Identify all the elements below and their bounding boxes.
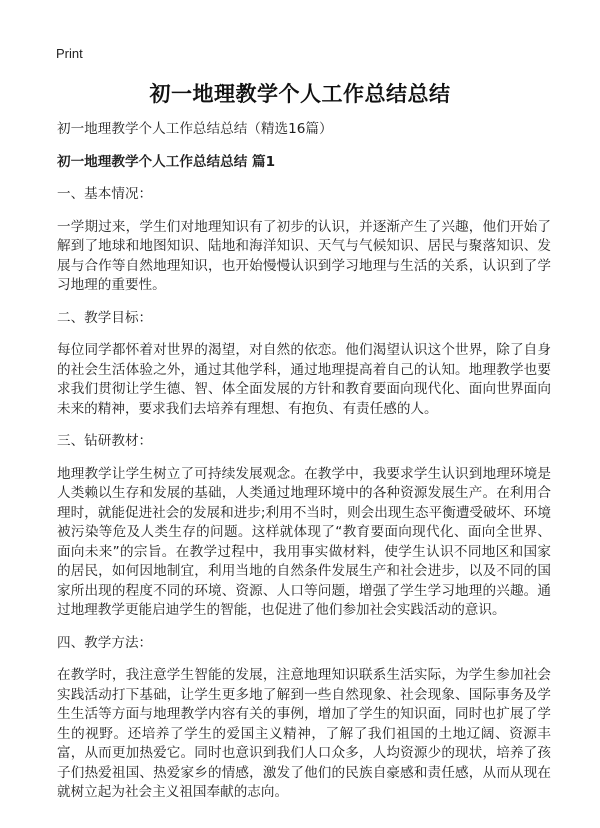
block-paragraph: 在教学时，我注意学生智能的发展，注意地理知识联系生活实际，为学生参加社会实践活动打下基础，让学生更多地了解到一些自然现象、社会现象、国际事务及学生生活等方面与地理教学内容有关的事例，增加了学生的知识面，同时也扩展了学生的视野。还培养了学生的爱国主义精神，了解了我们祖国的土地辽阔、资源丰富，从而更加热爱它。同时也意识到我们人口众多，人均资源少的现状，培养了孩子们热爱祖国、热爱家乡的情感，激发了他们的民族自豪感和责任感，从而从现在就树立起为社会主义祖国奉献的志向。 [57, 667, 551, 800]
block-heading: 一、基本情况： [57, 186, 153, 202]
print-link[interactable]: Print [56, 46, 83, 61]
block-heading: 三、钻研教材： [57, 433, 153, 449]
block-heading: 四、教学方法： [57, 634, 153, 651]
block-heading: 二、教学目标： [57, 309, 153, 326]
section-title: 初一地理教学个人工作总结总结 篇1 [57, 153, 276, 170]
page-title: 初一地理教学个人工作总结总结 [149, 82, 451, 106]
document-body [57, 120, 551, 816]
block-paragraph: 一学期过来，学生们对地理知识有了初步的认识，并逐渐产生了兴趣，他们开始了解到了地球和地图知识、陆地和海洋知识、天气与气候知识、居民与聚落知识、发展与合作等自然地理知识，也开始慢慢认识到学习地理与生活的关系，认识到了学习地理的重要性。 [57, 218, 551, 293]
document-subtitle: 初一地理教学个人工作总结总结（精选16篇） [57, 121, 333, 137]
block-paragraph: 每位同学都怀着对世界的渴望，对自然的依恋。他们渴望认识这个世界，除了自身的社会生活体验之外，通过其他学科，通过地理提高着自己的认知。地理教学也要求我们贯彻让学生德、智、体全面发展的方针和教育要面向现代化、面向世界面向未来的精神，要求我们去培养有理想、有抱负、有责任感的人。 [57, 342, 551, 417]
block-paragraph: 地理教学让学生树立了可持续发展观念。在教学中，我要求学生认识到地理环境是人类赖以生存和发展的基础，人类通过地理环境中的各种资源发展生产。在利用合理时，就能促进社会的发展和进步;利用不当时，则会出现生态平衡遭受破坏、环境被污染等危及人类生存的问题。这样就体现了“教育要面向现代化、面向全世界、面向未来”的宗旨。在教学过程中，我用事实做材料，使学生认识不同地区和国家的居民，如何因地制宜，利用当地的自然条件发展生产和社会进步，以及不同的国家所出现的程度不同的环境、资源、人口等问题，增强了学生学习地理的兴趣。通过地理教学更能启迪学生的智能，也促进了他们参加社会实践活动的意识。 [57, 465, 551, 618]
